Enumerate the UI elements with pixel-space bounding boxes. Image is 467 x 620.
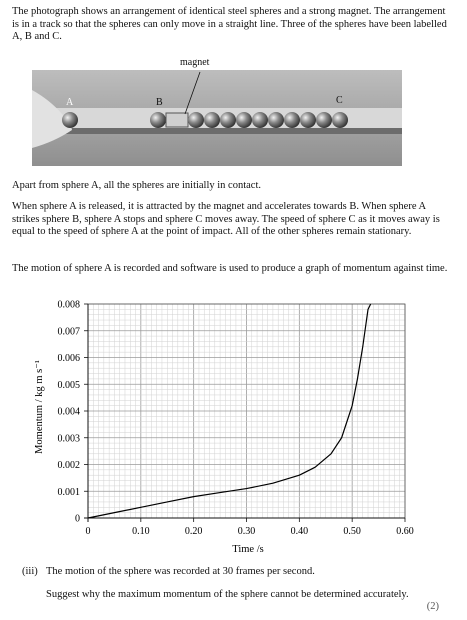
y-axis-label: Momentum / kg m s⁻¹ — [34, 360, 45, 454]
y-tick-label: 0.007 — [57, 326, 80, 338]
sphere-c — [332, 112, 348, 128]
spheres-photo — [32, 70, 402, 166]
x-tick-label: 0 — [85, 526, 91, 537]
y-tick-label: 0 — [75, 513, 80, 525]
question-number: (iii) — [22, 566, 38, 577]
x-tick-label: 0.20 — [184, 526, 203, 537]
x-tick-label: 0.40 — [290, 526, 309, 537]
sphere-a — [62, 112, 78, 128]
y-tick-label: 0.004 — [57, 406, 80, 418]
chart-grid — [88, 304, 405, 518]
contact-paragraph: Apart from sphere A, all the spheres are initially in contact. — [12, 180, 262, 191]
y-tick-label: 0.005 — [57, 379, 80, 391]
intro-paragraph: The photograph shows an arrangement of identical steel spheres and a strong magnet. The arrangement is in a track so that the spheres can only move in a straight line. Three of the spheres have been labelled A, B and C. — [12, 6, 447, 43]
chart-tick-labels — [58, 300, 414, 538]
y-tick-label: 0.003 — [57, 433, 80, 445]
question-suggest: Suggest why the maximum momentum of the sphere cannot be determined accurately. — [46, 589, 409, 600]
momentum-time-graph — [0, 290, 467, 562]
x-tick-label: 0.60 — [396, 526, 414, 537]
x-axis-label: Time /s — [232, 544, 264, 555]
x-tick-label: 0.10 — [132, 526, 150, 537]
x-tick-label: 0.30 — [237, 526, 256, 537]
marks-label: (2) — [426, 601, 439, 612]
y-tick-label: 0.008 — [57, 299, 80, 311]
x-tick-label: 0.50 — [343, 526, 361, 537]
question-text: The motion of the sphere was recorded at 30 frames per second. — [46, 566, 315, 577]
label-b: B — [156, 97, 163, 108]
y-tick-label: 0.001 — [57, 486, 80, 498]
label-c: C — [336, 95, 343, 106]
motion-paragraph: The motion of sphere A is recorded and software is used to produce a graph of momentum against time. — [12, 263, 448, 274]
magnet-block — [166, 113, 188, 127]
release-paragraph: When sphere A is released, it is attracted by the magnet and accelerates towards B. When sphere A strikes sphere B, sphere A stops and sphere C moves away. The speed of sphere C as it moves away is equal to the speed of sphere A at the point of impact. All of the other spheres remain stationary. — [12, 201, 440, 238]
y-tick-label: 0.002 — [57, 460, 80, 471]
label-a: A — [66, 97, 74, 108]
y-tick-label: 0.006 — [57, 353, 80, 364]
sphere-b — [150, 112, 166, 128]
magnet-label: magnet — [180, 57, 210, 68]
